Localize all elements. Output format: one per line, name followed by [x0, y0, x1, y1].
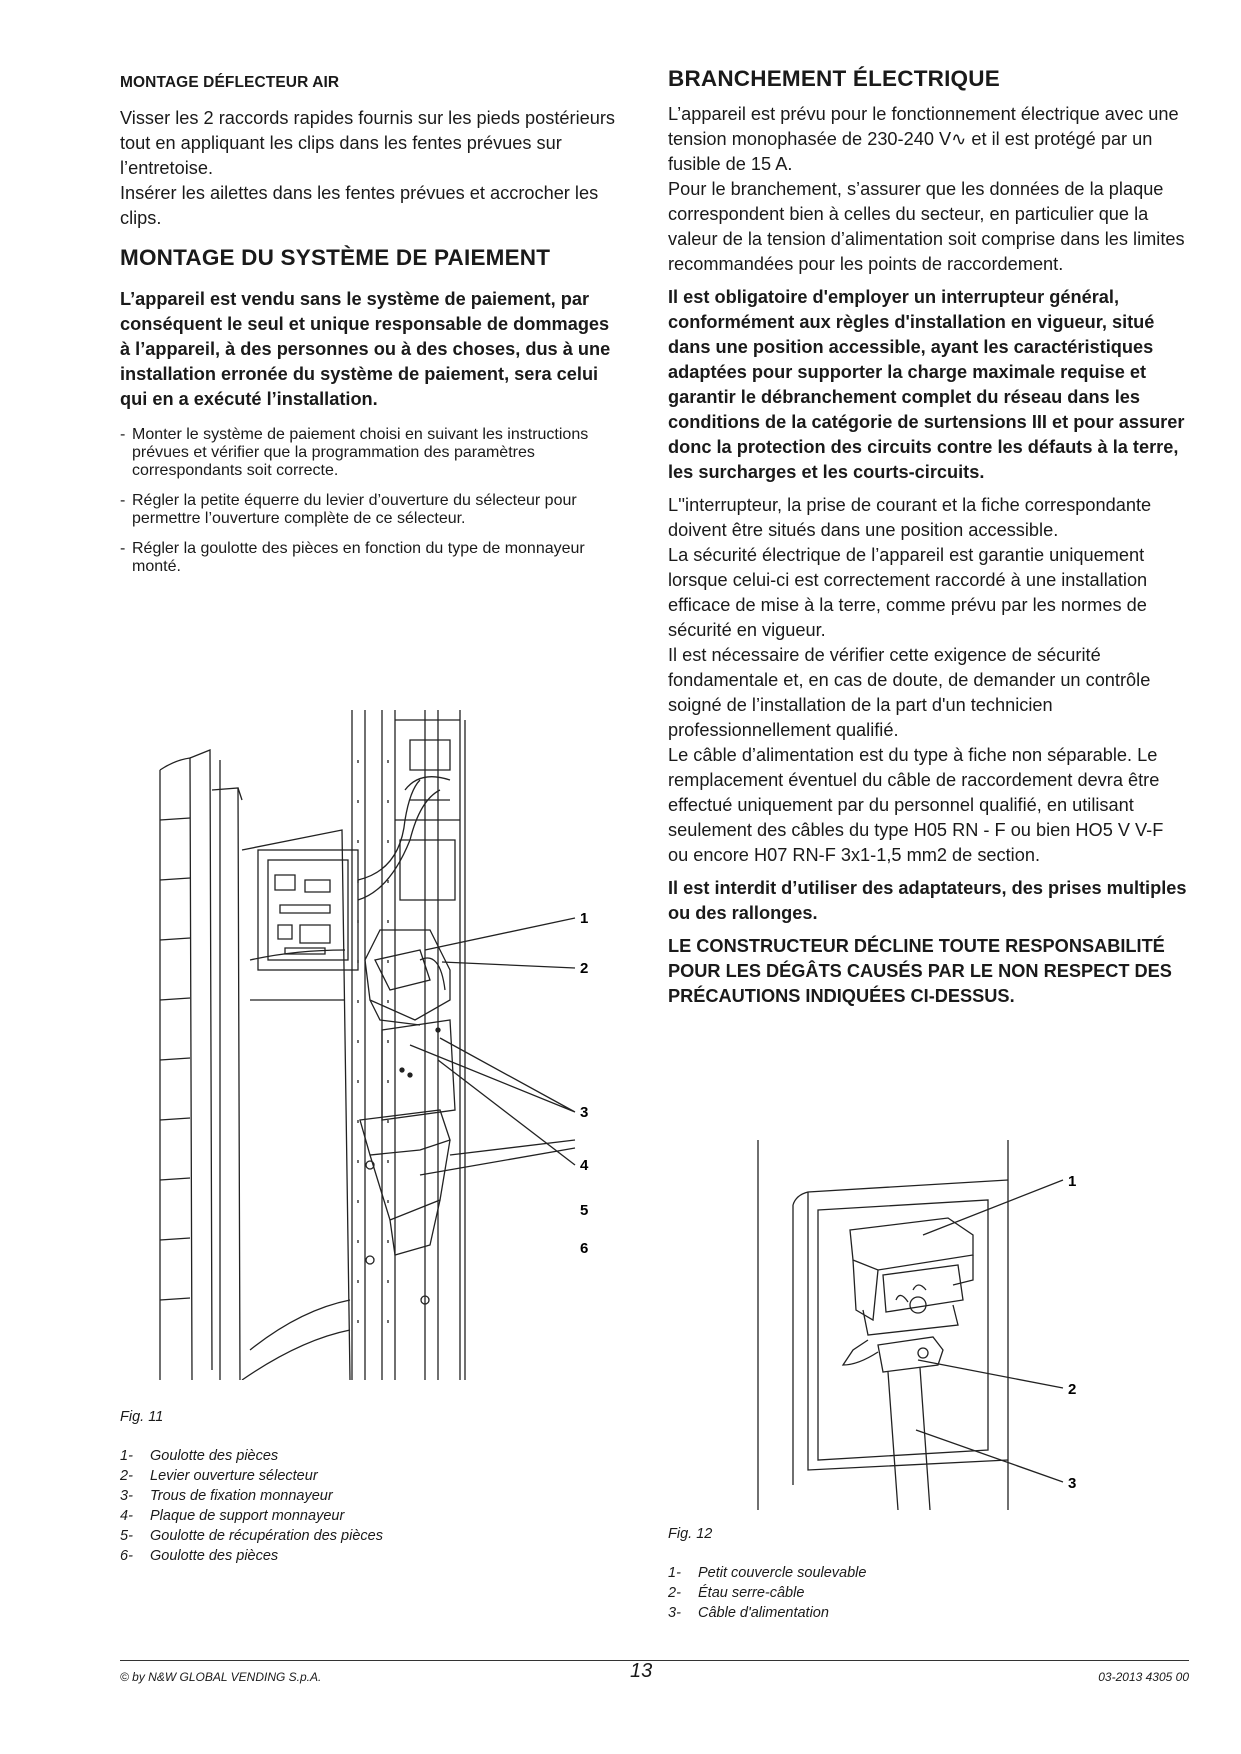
- list-item: [120, 426, 620, 480]
- list-dash: -: [120, 540, 126, 557]
- section-heading: BRANCHEMENT ÉLECTRIQUE: [668, 66, 1000, 91]
- legend-number: 1-: [668, 1565, 681, 1581]
- legend-text: Petit couvercle soulevable: [698, 1565, 867, 1581]
- list-dash: -: [120, 426, 126, 443]
- disclaimer-paragraph: LE CONSTRUCTEUR DÉCLINE TOUTE RESPONSABILITÉ POUR LES DÉGÂTS CAUSÉS PAR LE NON RESPECT DES PRÉCAUTIONS INDIQUÉES CI-DESSUS.: [668, 936, 1172, 1006]
- legend-text: Trous de fixation monnayeur: [150, 1488, 333, 1504]
- warning-paragraph: Il est obligatoire d'employer un interrupteur général, conformément aux règles d'installation en vigueur, situé dans une position accessible, ayant les caractéristiques adaptées pour supporter la charge maximale requise et garantir le débranchement complet du réseau dans les conditions de la catégorie de surtensions III et pour assurer donc la protection des circuits contre les défauts à la terre, les surcharges et les courts-circuits.: [668, 287, 1185, 482]
- footer-divider: [120, 1660, 1189, 1661]
- legend-row: [668, 1563, 1128, 1583]
- legend-text: Goulotte des pièces: [150, 1448, 279, 1464]
- paragraph: L''interrupteur, la prise de courant et la fiche correspondante doivent être situés dans une position accessible.: [668, 495, 1152, 540]
- paragraph: Il est nécessaire de vérifier cette exigence de sécurité fondamentale et, en cas de doute, de demander un contrôle soigné de l’installation de la part d'un technicien professionnellement qualifié.: [668, 645, 1151, 740]
- callout-2: 2: [580, 960, 589, 977]
- list-item-text: Monter le système de paiement choisi en suivant les instructions prévues et vérifier que la programmation des paramètres correspondants soit correcte.: [132, 426, 589, 479]
- power-socket-illustration: [668, 1140, 1128, 1520]
- vending-machine-illustration: [120, 700, 610, 1380]
- figure-legend: [120, 1446, 610, 1566]
- paragraph: Visser les 2 raccords rapides fournis sur les pieds postérieurs tout en appliquant les clips dans les fentes prévues sur l’entretoise.: [120, 108, 615, 178]
- legend-text: Goulotte de récupération des pièces: [150, 1528, 383, 1544]
- legend-number: 3-: [668, 1605, 681, 1621]
- legend-row: [120, 1526, 610, 1546]
- list-item-text: Régler la goulotte des pièces en fonction du type de monnayeur monté.: [132, 540, 585, 575]
- figure-11: [120, 700, 610, 1390]
- left-column: [120, 62, 620, 576]
- figure-11-caption-block: [120, 1405, 610, 1566]
- legend-text: Étau serre-câble: [698, 1585, 805, 1601]
- callout-2: 2: [1068, 1381, 1077, 1398]
- legend-row: [120, 1446, 610, 1466]
- figure-caption: Fig. 12: [668, 1526, 713, 1542]
- page-number: 13: [630, 1660, 653, 1682]
- legend-number: 6-: [120, 1548, 133, 1564]
- legend-row: [120, 1546, 610, 1566]
- footer-document-code: 03-2013 4305 00: [1098, 1670, 1189, 1684]
- paragraph: Pour le branchement, s’assurer que les données de la plaque correspondent bien à celles du secteur, en particulier que la valeur de la tension d’alimentation soit comprise dans les limites recommandées pour les points de raccordement.: [668, 179, 1185, 274]
- legend-text: Plaque de support monnayeur: [150, 1508, 345, 1524]
- legend-number: 2-: [120, 1468, 133, 1484]
- callout-4: 4: [580, 1157, 589, 1174]
- legend-row: [668, 1603, 1128, 1623]
- paragraph: Le câble d’alimentation est du type à fiche non séparable. Le remplacement éventuel du câble de raccordement devra être effectué uniquement par du personnel qualifié, en utilisant seulement des câbles du type H05 RN - F ou bien HO5 V V-F ou encore H07 RN-F 3x1-1,5 mm2 de section.: [668, 745, 1164, 865]
- legend-number: 2-: [668, 1585, 681, 1601]
- callout-6: 6: [580, 1240, 589, 1257]
- list-item: [120, 492, 620, 528]
- figure-caption: Fig. 11: [120, 1409, 164, 1425]
- legend-row: [120, 1506, 610, 1526]
- legend-number: 1-: [120, 1448, 133, 1464]
- footer-copyright: © by N&W GLOBAL VENDING S.p.A.: [120, 1670, 322, 1684]
- list-dash: -: [120, 492, 126, 509]
- warning-paragraph: L’appareil est vendu sans le système de paiement, par conséquent le seul et unique responsable de dommages à l’appareil, à des personnes ou à des choses, dus à une installation erronée du système de paiement, sera celui qui en a exécuté l’installation.: [120, 289, 611, 409]
- callout-3: 3: [580, 1104, 589, 1121]
- right-column: [668, 62, 1188, 1009]
- legend-text: Câble d'alimentation: [698, 1605, 829, 1621]
- list-item: [120, 540, 620, 576]
- paragraph: L’appareil est prévu pour le fonctionnement électrique avec une tension monophasée de 230-240 V∿ et il est protégé par un fusible de 15 A.: [668, 104, 1179, 174]
- callout-1: 1: [580, 910, 589, 927]
- legend-row: [120, 1466, 610, 1486]
- legend-text: Goulotte des pièces: [150, 1548, 279, 1564]
- section-heading: MONTAGE DU SYSTÈME DE PAIEMENT: [120, 245, 551, 270]
- section-subheading: MONTAGE DÉFLECTEUR AIR: [120, 74, 340, 91]
- warning-paragraph: Il est interdit d’utiliser des adaptateurs, des prises multiples ou des rallonges.: [668, 878, 1187, 923]
- legend-number: 4-: [120, 1508, 133, 1524]
- figure-legend: [668, 1563, 1128, 1623]
- paragraph: Insérer les ailettes dans les fentes prévues et accrocher les clips.: [120, 183, 599, 228]
- legend-text: Levier ouverture sélecteur: [150, 1468, 318, 1484]
- list-item-text: Régler la petite équerre du levier d’ouverture du sélecteur pour permettre l’ouverture complète de ce sélecteur.: [132, 492, 577, 527]
- figure-12-caption-block: [668, 1522, 1128, 1623]
- callout-5: 5: [580, 1202, 589, 1219]
- figure-12: [668, 1140, 1128, 1520]
- callout-1: 1: [1068, 1173, 1077, 1190]
- callout-3: 3: [1068, 1475, 1077, 1492]
- legend-number: 5-: [120, 1528, 133, 1544]
- legend-row: [120, 1486, 610, 1506]
- legend-row: [668, 1583, 1128, 1603]
- legend-number: 3-: [120, 1488, 133, 1504]
- paragraph: La sécurité électrique de l’appareil est garantie uniquement lorsque celui-ci est correctement raccordé à une installation efficace de mise à la terre, comme prévu par les normes de sécurité en vigueur.: [668, 545, 1148, 640]
